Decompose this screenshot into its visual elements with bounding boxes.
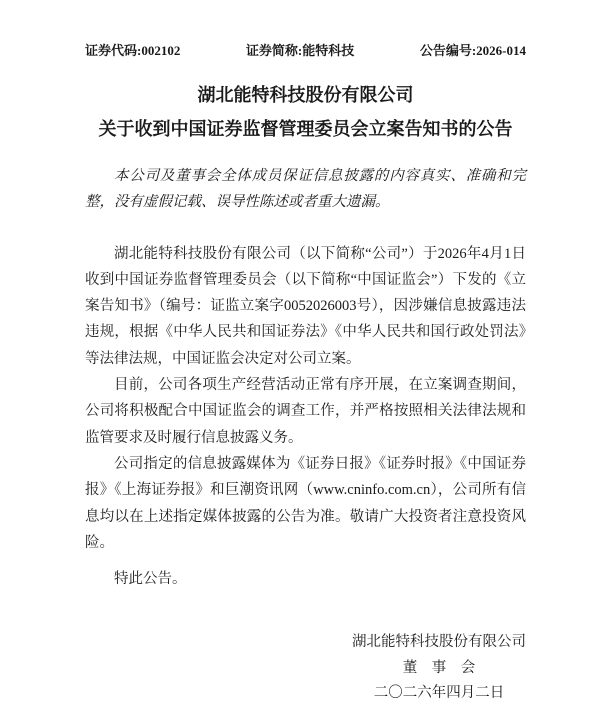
signature-date: 二〇二六年四月二日	[373, 685, 505, 702]
announcement-subject-title: 关于收到中国证券监督管理委员会立案告知书的公告	[98, 119, 513, 140]
body-paragraph-media: 公司指定的信息披露媒体为《证券日报》《证券时报》《中国证券报》《上海证券报》和巨潮资讯网（www.cninfo.com.cn），公司所有信息均以在上述指定媒体披露的公告为准。敬请广大投资者注意投资风险。	[85, 455, 526, 551]
board-disclaimer-paragraph: 本公司及董事会全体成员保证信息披露的内容真实、准确和完整，没有虚假记载、误导性陈述或者重大遗漏。	[85, 168, 526, 211]
closing-statement: 特此公告。	[114, 571, 187, 588]
body-paragraph-case-filing: 湖北能特科技股份有限公司（以下简称“公司”）于2026年4月1日收到中国证券监督管理委员会（以下简称“中国证监会”）下发的《立案告知书》（编号：证监立案字0052026003号），因涉嫌信息披露违法违规，根据《中华人民共和国证券法》《中华人民共和国行政处罚法》等法律法规，中国证监会决定对公司立案。	[85, 245, 526, 367]
signature-board: 董 事 会	[402, 659, 476, 676]
document-header	[85, 43, 526, 58]
signature-block	[352, 630, 526, 707]
announcement-number: 公告编号:2026-014	[419, 43, 526, 58]
signature-company: 湖北能特科技股份有限公司	[352, 634, 526, 651]
stock-code: 证券代码:002102	[85, 43, 181, 58]
body-paragraph-operations: 目前，公司各项生产经营活动正常有序开展，在立案调查期间，公司将积极配合中国证监会的调查工作，并严格按照相关法律法规和监管要求及时履行信息披露义务。	[85, 377, 526, 446]
stock-short-name: 证券简称:能特科技	[245, 43, 355, 58]
company-name-title: 湖北能特科技股份有限公司	[197, 85, 414, 106]
